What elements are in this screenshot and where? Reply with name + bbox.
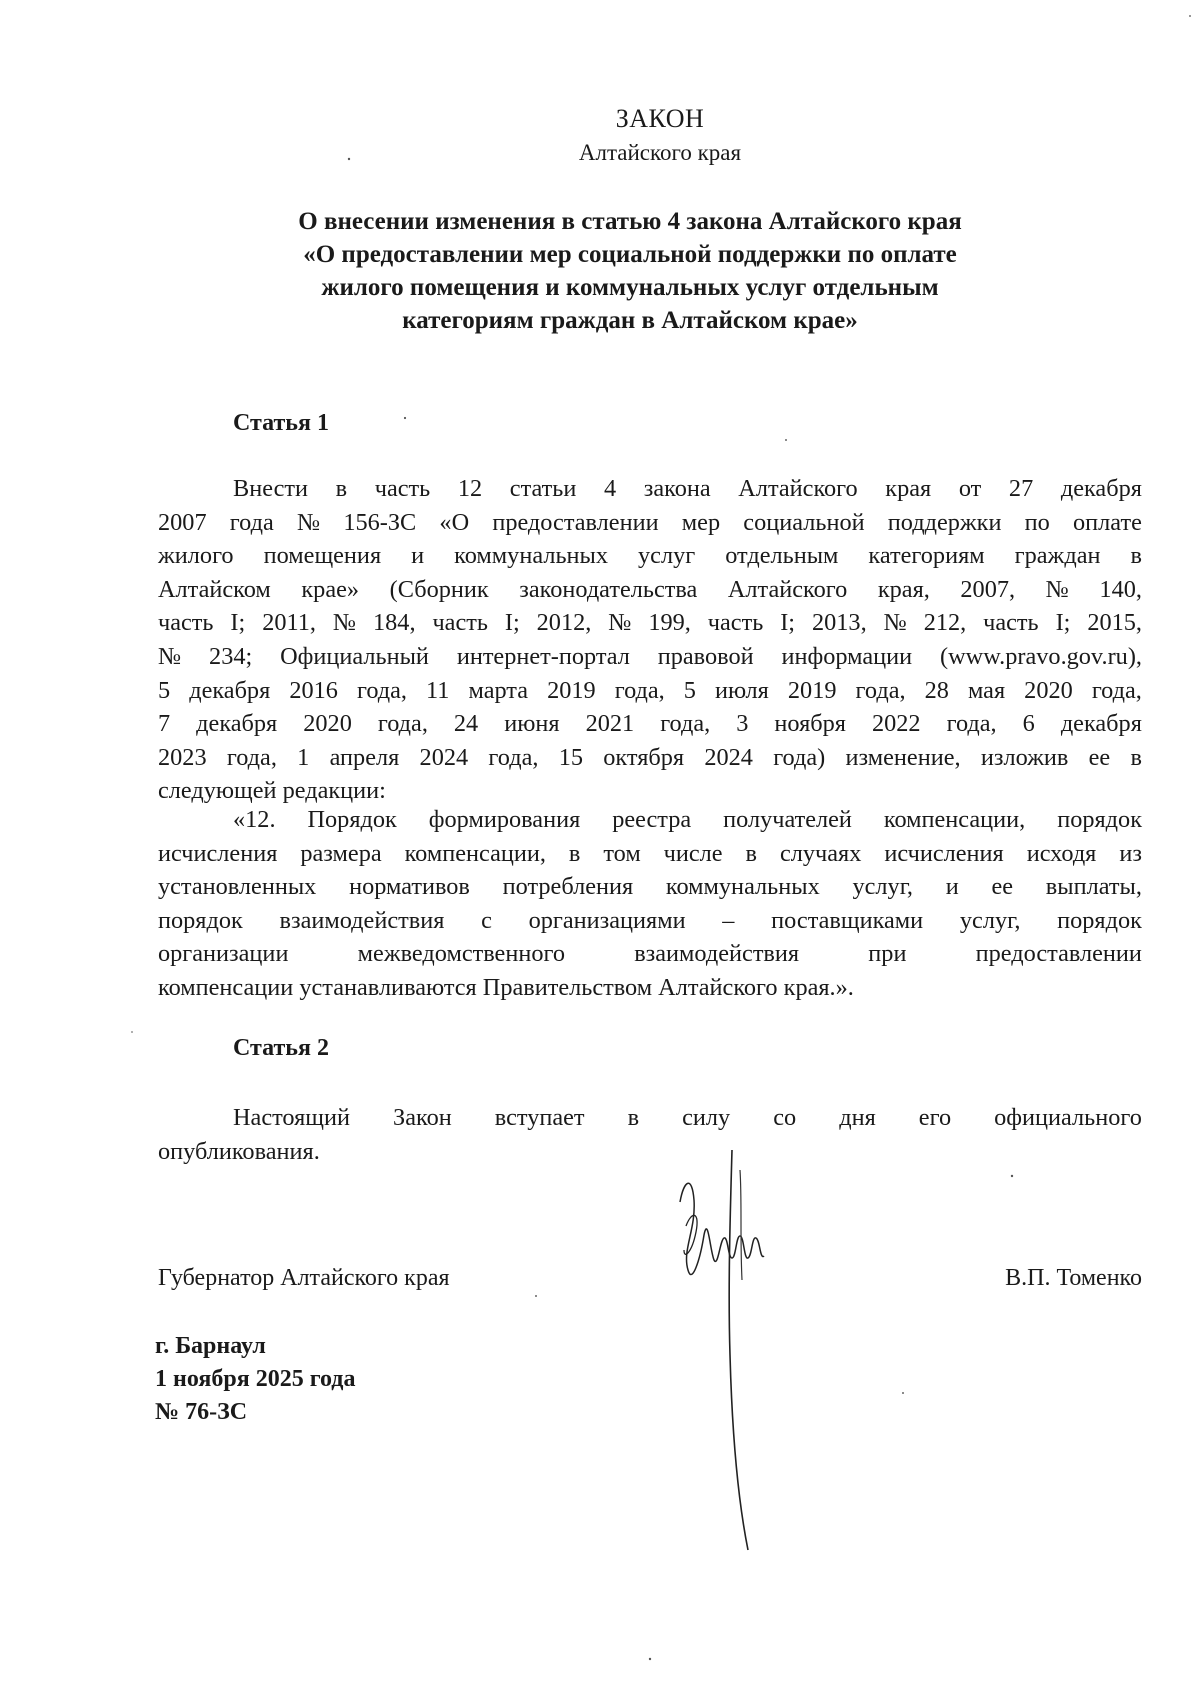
document-title [160, 205, 1100, 337]
signatory-name: В.П. Томенко [1005, 1265, 1142, 1291]
text-line: «12. Порядок формирования реестра получателей компенсации, порядок [233, 806, 1142, 833]
document-type: ЗАКОН [615, 104, 705, 133]
law-number: № 76-ЗС [155, 1399, 248, 1425]
signatory-position: Губернатор Алтайского края [158, 1265, 450, 1291]
handwritten-signature [670, 1140, 820, 1560]
article-2-heading: Статья 2 [233, 1035, 329, 1061]
text-line: исчисления размера компенсации, в том числе в случаях исчисления исходя из [158, 839, 1142, 867]
text-line: опубликования. [158, 1137, 320, 1165]
text-line: жилого помещения и коммунальных услуг отдельным категориям граждан в [158, 542, 1142, 570]
date: 1 ноября 2025 года [155, 1366, 356, 1392]
article-1-quote [158, 803, 1142, 1005]
text-line: установленных нормативов потребления коммунальных услуг, и ее выплаты, [158, 873, 1142, 901]
text-line: № 234; Официальный интернет-портал правовой информации (www.pravo.gov.ru), [158, 642, 1142, 670]
text-line: Настоящий Закон вступает в силу со дня его официального [233, 1104, 1142, 1131]
title-line: жилого помещения и коммунальных услуг отдельным [321, 274, 939, 301]
text-line: порядок взаимодействия с организациями – поставщиками услуг, порядок [158, 906, 1142, 934]
title-line: категориям граждан в Алтайском крае» [402, 307, 858, 334]
text-line: Алтайском крае» (Сборник законодательства Алтайского края, 2007, № 140, [158, 575, 1142, 603]
text-line: Внести в часть 12 статьи 4 закона Алтайского края от 27 декабря [233, 475, 1142, 502]
title-line: «О предоставлении мер социальной поддержки по оплате [303, 241, 957, 268]
place-date-number [155, 1330, 355, 1429]
text-line: 2007 года № 156-ЗС «О предоставлении мер социальной поддержки по оплате [158, 508, 1142, 536]
text-line: часть I; 2011, № 184, часть I; 2012, № 199, часть I; 2013, № 212, часть I; 2015, [158, 609, 1142, 637]
text-line: 2023 года, 1 апреля 2024 года, 15 октября 2024 года) изменение, изложив ее в [158, 743, 1142, 771]
text-line: 7 декабря 2020 года, 24 июня 2021 года, 3 ноября 2022 года, 6 декабря [158, 710, 1142, 738]
text-line: следующей редакции: [158, 777, 386, 805]
title-line: О внесении изменения в статью 4 закона Алтайского края [298, 208, 962, 235]
text-line: 5 декабря 2016 года, 11 марта 2019 года, 5 июля 2019 года, 28 мая 2020 года, [158, 676, 1142, 704]
document-region: Алтайского края [578, 140, 742, 165]
text-line: организации межведомственного взаимодействия при предоставлении [158, 940, 1142, 968]
city: г. Барнаул [155, 1333, 266, 1359]
text-line: компенсации устанавливаются Правительством Алтайского края.». [158, 973, 854, 1001]
article-2-text [158, 1101, 1142, 1168]
article-1-heading: Статья 1 [233, 410, 329, 436]
article-1-text [158, 472, 1142, 808]
